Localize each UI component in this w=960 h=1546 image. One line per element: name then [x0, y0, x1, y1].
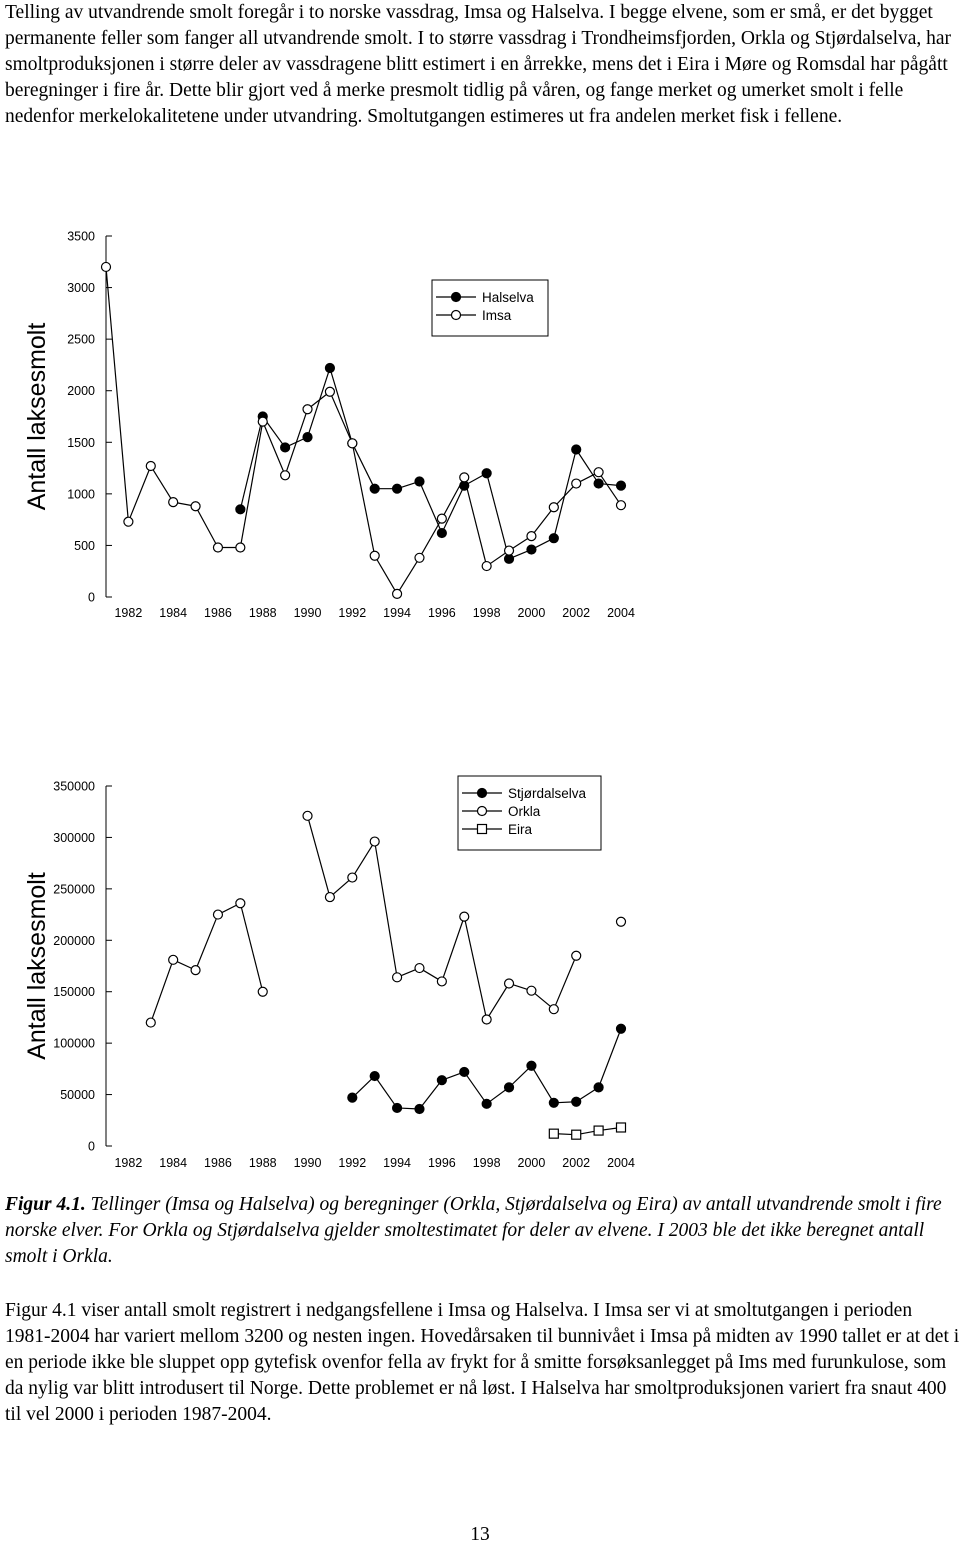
y-tick-label: 3500: [67, 229, 95, 244]
data-point: [370, 551, 379, 560]
legend-label: Eira: [508, 822, 533, 837]
series-line-segment: [240, 903, 262, 991]
data-point: [393, 589, 402, 598]
y-tick-label: 1500: [67, 435, 95, 450]
x-tick-label: 1996: [427, 1156, 456, 1170]
x-tick-label: 2000: [517, 1156, 546, 1170]
data-point: [415, 477, 424, 486]
data-point: [594, 468, 603, 477]
legend-marker: [452, 311, 461, 320]
series-line-segment: [464, 477, 486, 566]
legend-marker: [452, 293, 461, 302]
data-point: [617, 1123, 626, 1132]
series-line-segment: [375, 842, 397, 978]
data-point: [415, 553, 424, 562]
data-point: [348, 439, 357, 448]
data-point: [617, 917, 626, 926]
y-tick-label: 100000: [53, 1036, 95, 1051]
series-line-segment: [531, 1066, 553, 1103]
data-point: [505, 546, 514, 555]
data-point: [460, 473, 469, 482]
data-point: [617, 501, 626, 510]
x-tick-label: 1984: [159, 606, 188, 620]
series-line-segment: [375, 556, 397, 594]
data-point: [572, 1130, 581, 1139]
data-point: [236, 543, 245, 552]
series-line-segment: [308, 368, 330, 437]
data-point: [303, 433, 312, 442]
series-line-segment: [240, 422, 262, 548]
data-point: [594, 1083, 603, 1092]
series-line-segment: [352, 443, 374, 555]
data-point: [415, 1104, 424, 1113]
data-point: [370, 484, 379, 493]
chart-stjordalselva-orkla-eira: [0, 760, 960, 1190]
x-tick-label: 1986: [204, 606, 232, 620]
x-tick-label: 1986: [204, 1156, 232, 1170]
series-line-segment: [554, 450, 576, 539]
series-line-segment: [442, 486, 464, 533]
data-point: [303, 811, 312, 820]
x-tick-label: 1998: [472, 1156, 501, 1170]
series-line-segment: [106, 267, 128, 522]
data-point: [505, 554, 514, 563]
y-tick-label: 2000: [67, 384, 95, 399]
legend: [432, 280, 548, 336]
data-point: [213, 543, 222, 552]
data-point: [572, 479, 581, 488]
y-tick-label: 50000: [60, 1088, 95, 1103]
legend-label: Imsa: [482, 308, 512, 323]
series-line-segment: [487, 983, 509, 1019]
data-point: [124, 517, 133, 526]
series-line-segment: [487, 473, 509, 559]
x-tick-label: 1984: [159, 1156, 188, 1170]
data-point: [258, 417, 267, 426]
data-point: [460, 912, 469, 921]
series-line-segment: [128, 466, 150, 522]
data-point: [370, 1072, 379, 1081]
legend-marker: [478, 807, 487, 816]
series-line-segment: [531, 507, 553, 536]
x-tick-label: 2002: [562, 1156, 591, 1170]
series-line-segment: [151, 466, 173, 502]
legend-label: Stjørdalselva: [508, 786, 587, 801]
x-tick-label: 2000: [517, 606, 546, 620]
series-line-segment: [196, 506, 218, 547]
page-number: 13: [470, 1524, 490, 1545]
figure-caption: [5, 1192, 960, 1270]
data-point: [281, 443, 290, 452]
data-point: [572, 445, 581, 454]
data-point: [527, 532, 536, 541]
data-point: [505, 979, 514, 988]
data-point: [236, 899, 245, 908]
data-point: [549, 503, 558, 512]
series-line-segment: [196, 915, 218, 971]
y-tick-label: 0: [88, 590, 95, 605]
y-tick-label: 2500: [67, 332, 95, 347]
data-point: [549, 1005, 558, 1014]
y-tick-label: 200000: [53, 933, 95, 948]
series-line-segment: [464, 917, 486, 1020]
data-point: [415, 964, 424, 973]
data-point: [325, 364, 334, 373]
data-point: [102, 262, 111, 271]
x-tick-label: 1990: [293, 1156, 322, 1170]
x-tick-label: 1992: [338, 606, 367, 620]
series-line-segment: [397, 558, 419, 594]
figure-caption-label: Figur 4.1.: [5, 1194, 86, 1215]
series-line-segment: [442, 917, 464, 982]
series-eira: [549, 1123, 625, 1139]
x-tick-label: 1982: [114, 606, 143, 620]
x-tick-label: 1982: [114, 1156, 143, 1170]
x-tick-label: 1996: [427, 606, 456, 620]
x-tick-label: 2002: [562, 606, 591, 620]
y-tick-label: 3000: [67, 281, 95, 296]
y-tick-label: 1000: [67, 487, 95, 502]
data-point: [303, 405, 312, 414]
x-tick-label: 1988: [248, 606, 277, 620]
data-point: [549, 1098, 558, 1107]
data-point: [594, 1126, 603, 1135]
x-tick-label: 2004: [607, 606, 635, 620]
data-point: [169, 498, 178, 507]
data-point: [527, 545, 536, 554]
series-line-segment: [554, 956, 576, 1009]
series-line-segment: [240, 417, 262, 510]
x-tick-label: 1994: [383, 1156, 411, 1170]
legend-label: Orkla: [508, 804, 541, 819]
series-halselva: [236, 364, 626, 564]
data-point: [191, 502, 200, 511]
data-point: [325, 893, 334, 902]
y-tick-label: 150000: [53, 985, 95, 1000]
series-line-segment: [352, 443, 374, 488]
data-point: [482, 1015, 491, 1024]
y-axis-label: Antall laksesmolt: [23, 322, 51, 511]
series-line-segment: [599, 1029, 621, 1088]
y-axis-label: Antall laksesmolt: [23, 872, 51, 1060]
data-point: [213, 910, 222, 919]
data-point: [437, 514, 446, 523]
data-point: [549, 534, 558, 543]
data-point: [437, 529, 446, 538]
x-tick-label: 1992: [338, 1156, 367, 1170]
chart-imsa-halselva: [0, 210, 960, 640]
series-line-segment: [352, 842, 374, 878]
legend-marker: [478, 825, 487, 834]
data-point: [258, 987, 267, 996]
data-point: [325, 387, 334, 396]
data-point: [393, 973, 402, 982]
data-point: [617, 481, 626, 490]
x-tick-label: 1988: [248, 1156, 277, 1170]
data-point: [146, 1018, 155, 1027]
series-line-segment: [308, 816, 330, 897]
legend-marker: [478, 789, 487, 798]
data-point: [281, 471, 290, 480]
y-tick-label: 500: [74, 538, 95, 553]
data-point: [617, 1024, 626, 1033]
data-point: [572, 951, 581, 960]
data-point: [437, 1076, 446, 1085]
y-tick-label: 0: [88, 1139, 95, 1154]
data-point: [460, 1067, 469, 1076]
data-point: [527, 1061, 536, 1070]
data-point: [146, 462, 155, 471]
series-line-segment: [419, 519, 441, 558]
body-paragraph: Figur 4.1 viser antall smolt registrert i nedgangsfellene i Imsa og Halselva. I Imsa ser vi at smoltutgangen i perioden 1981-2004 har variert mellom 3200 og nesten ingen. Hovedårsaken til bunnivået i Imsa på midten av 1990 tallet er at det i en periode ikke ble sluppet opp gytefisk ovenfor fella av frykt for å smitte forsøksanlegget på Ims med furunkulose, som da nylig var blitt introdusert til Norge. Dette problemet er nå løst. I Halselva har smoltproduksjonen variert fra snaut 400 til vel 2000 i perioden 1987-2004.: [5, 1300, 960, 1425]
data-point: [348, 873, 357, 882]
data-point: [370, 837, 379, 846]
x-tick-label: 2004: [607, 1156, 635, 1170]
data-point: [549, 1129, 558, 1138]
y-tick-label: 300000: [53, 830, 95, 845]
data-point: [482, 562, 491, 571]
data-point: [348, 1093, 357, 1102]
data-point: [437, 977, 446, 986]
data-point: [393, 484, 402, 493]
series-line-segment: [375, 1076, 397, 1108]
legend-label: Halselva: [482, 290, 534, 305]
series-line-segment: [330, 392, 352, 444]
data-point: [527, 986, 536, 995]
x-tick-label: 1994: [383, 606, 411, 620]
series-line-segment: [330, 368, 352, 443]
intro-paragraph: Telling av utvandrende smolt foregår i to norske vassdrag, Imsa og Halselva. I begge elvene, som er små, er det bygget permanente feller som fanger all utvandrende smolt. I to større vassdrag i Trondheimsfjorden, Orkla og Stjørdalselva, har smoltproduksjonen i større deler av vassdragene blitt estimert i en årrekke, mens det i Eira i Møre og Romsdal har pågått beregninger i fire år. Dette blir gjort ved å merke presmolt tidlig på våren, og fange merket og umerket smolt i felle nedenfor merkelokalitetene under utvandring. Smoltutgangen estimeres ut fra andelen merket fisk i fellene.: [5, 2, 952, 127]
legend: [458, 776, 601, 850]
y-tick-label: 250000: [53, 882, 95, 897]
data-point: [572, 1097, 581, 1106]
x-tick-label: 1998: [472, 606, 501, 620]
series-line-segment: [419, 1080, 441, 1109]
data-point: [505, 1083, 514, 1092]
data-point: [236, 505, 245, 514]
y-tick-label: 350000: [53, 779, 95, 794]
data-point: [482, 1099, 491, 1108]
data-point: [482, 469, 491, 478]
data-point: [169, 955, 178, 964]
x-tick-label: 1990: [293, 606, 322, 620]
data-point: [191, 966, 200, 975]
data-point: [594, 479, 603, 488]
series-line-segment: [464, 1072, 486, 1104]
series-line-segment: [285, 409, 307, 475]
series-stjordalselva: [348, 1024, 626, 1113]
series-line-segment: [442, 477, 464, 518]
figure-caption-text: Tellinger (Imsa og Halselva) og beregninger (Orkla, Stjørdalselva og Eira) av antall utvandrende smolt i fire norske elver. For Orkla og Stjørdalselva gjelder smoltestimatet for deler av elvene. I 2003 ble det ikke beregnet antall smolt i Orkla.: [5, 1194, 942, 1267]
data-point: [393, 1103, 402, 1112]
series-line-segment: [151, 960, 173, 1023]
